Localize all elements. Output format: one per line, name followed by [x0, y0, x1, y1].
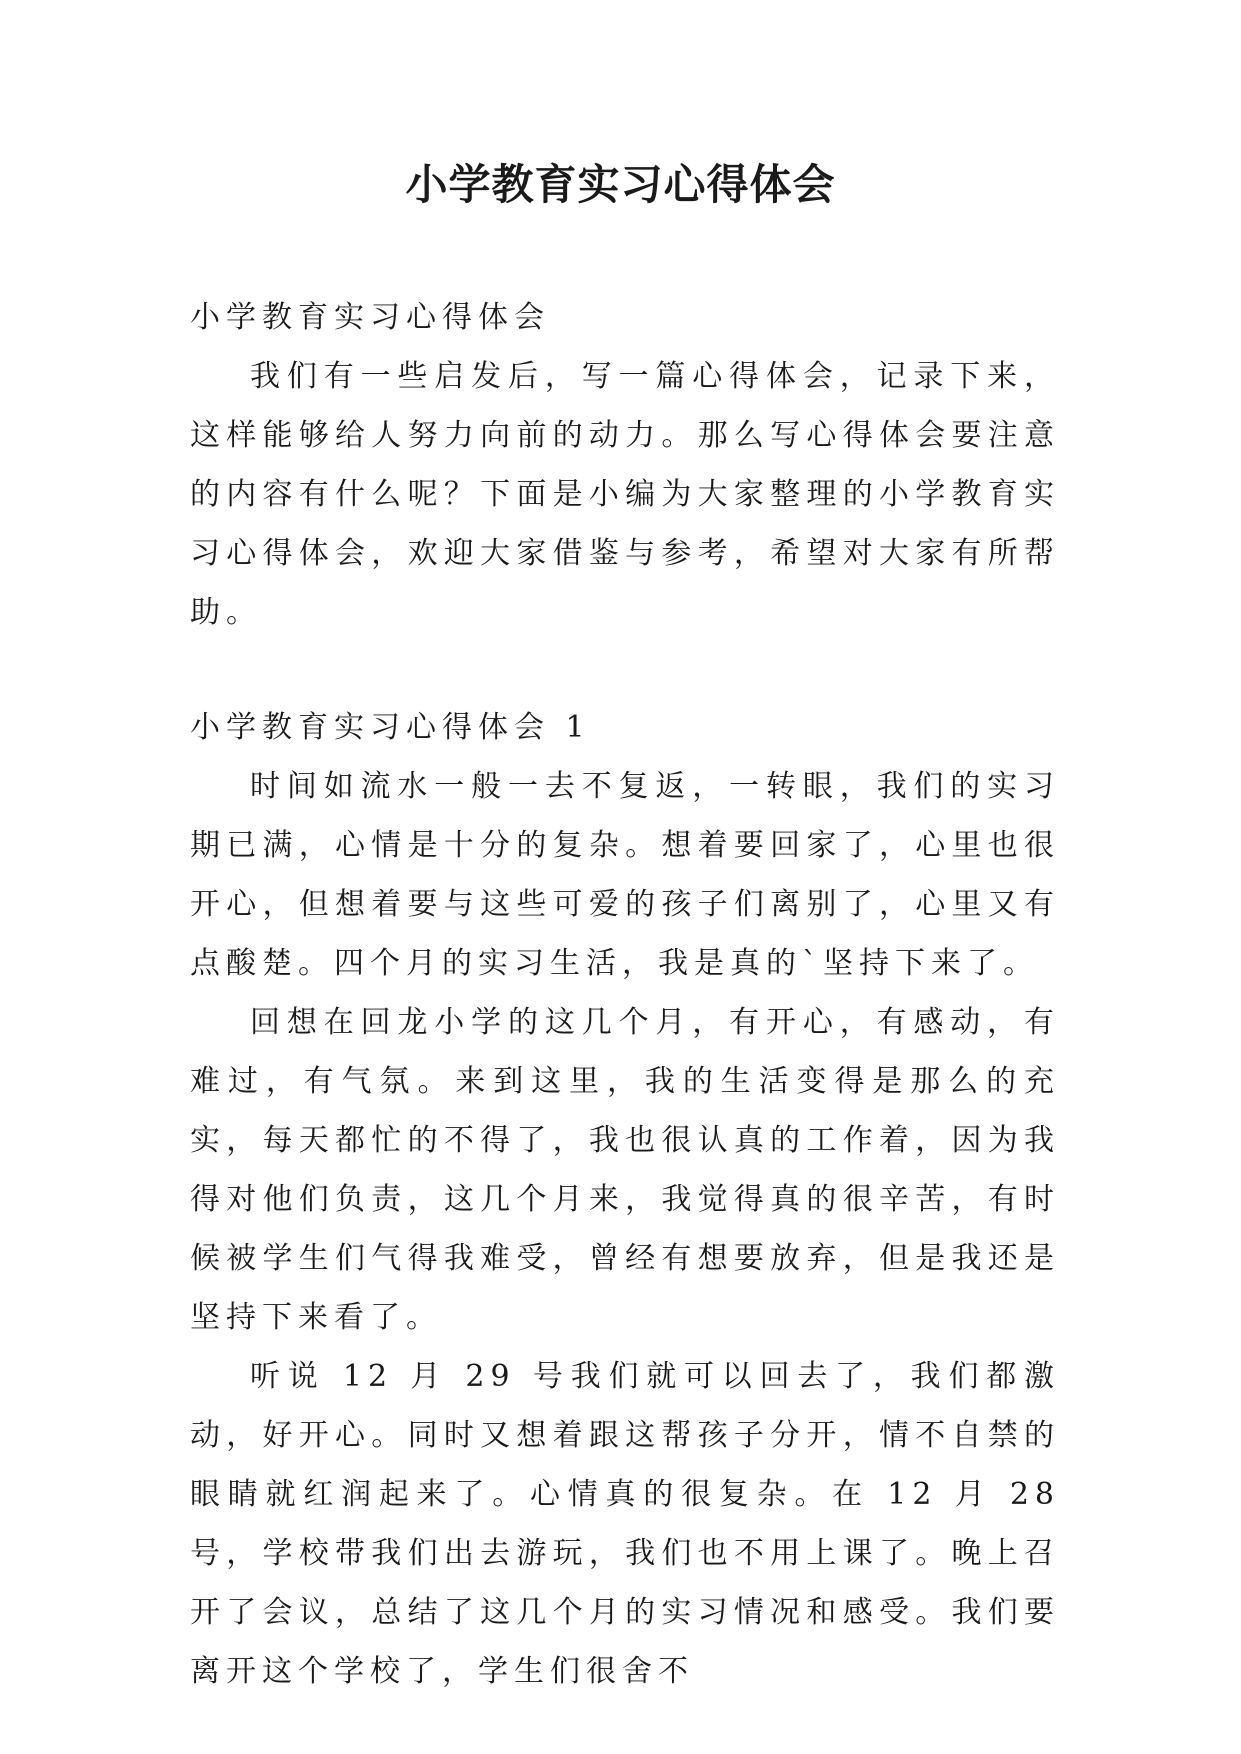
document-title: 小学教育实习心得体会: [405, 160, 836, 209]
section-one-content: [190, 698, 1060, 1701]
intro-heading: 小学教育实习心得体会: [190, 300, 550, 335]
body-paragraph: 时间如流水一般一去不复返，一转眼，我们的实习期已满，心情是十分的复杂。想着要回家了，心里也很开心，但想着要与这些可爱的孩子们离别了，心里又有点酸楚。四个月的实习生活，我是真的`坚持下来了。: [190, 769, 1060, 981]
body-paragraph: 回想在回龙小学的这几个月，有开心，有感动，有难过，有气氛。来到这里，我的生活变得是那么的充实，每天都忙的不得了，我也很认真的工作着，因为我得对他们负责，这几个月来，我觉得真的很辛苦，有时候被学生们气得我难受，曾经有想要放弃，但是我还是坚持下来看了。: [190, 1005, 1060, 1335]
intro-section: [190, 288, 1060, 642]
intro-paragraph: 我们有一些启发后，写一篇心得体会，记录下来，这样能够给人努力向前的动力。那么写心得体会要注意的内容有什么呢？下面是小编为大家整理的小学教育实习心得体会，欢迎大家借鉴与参考，希望对大家有所帮助。: [190, 359, 1060, 630]
body-paragraph: 听说 12 月 29 号我们就可以回去了，我们都激动，好开心。同时又想着跟这帮孩子分开，情不自禁的眼睛就红润起来了。心情真的很复杂。在 12 月 28 号，学校带我们出去游玩，我们也不用上课了。晚上召开了会议，总结了这几个月的实习情况和感受。我们要离开这个学校了，学生们很舍不: [190, 1359, 1060, 1689]
section-heading: 小学教育实习心得体会 1: [190, 710, 591, 745]
